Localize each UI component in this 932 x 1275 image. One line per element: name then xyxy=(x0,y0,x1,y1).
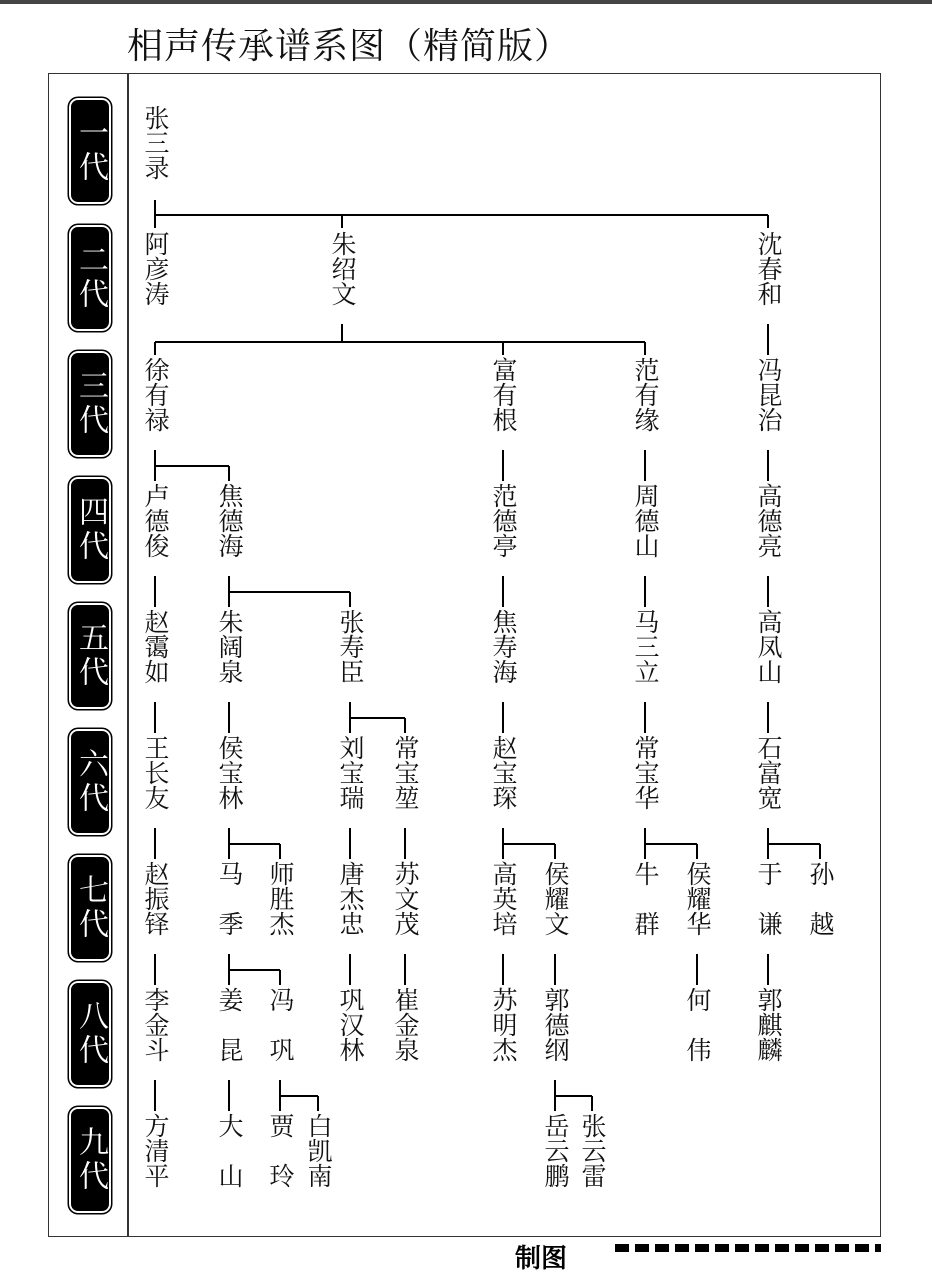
person-chang-baokun: 常宝堃 xyxy=(391,735,420,810)
person-zhang-sanlu: 张三录 xyxy=(141,105,170,180)
person-gao-fengshan: 高凤山 xyxy=(754,609,783,684)
person-feng-gong: 冯 巩 xyxy=(266,987,295,1062)
person-yu-qian: 于 谦 xyxy=(754,861,783,936)
person-hou-baolin: 侯宝林 xyxy=(215,735,244,810)
person-da-shan: 大 山 xyxy=(215,1113,244,1188)
generation-badge-8: 八代 xyxy=(69,981,111,1087)
person-sun-yue: 孙 越 xyxy=(806,861,835,936)
generation-badge-9: 九代 xyxy=(69,1107,111,1213)
generation-badge-5: 五代 xyxy=(69,603,111,709)
person-chang-baohua: 常宝华 xyxy=(631,735,660,810)
person-zhao-zhenduo: 赵振铎 xyxy=(141,861,170,936)
person-gong-hanlin: 巩汉林 xyxy=(336,987,365,1062)
person-shi-fukuan: 石富宽 xyxy=(754,735,783,810)
person-lu-dejun: 卢德俊 xyxy=(141,483,170,558)
person-guo-degang: 郭德纲 xyxy=(541,987,570,1062)
person-zhao-baochen: 赵宝琛 xyxy=(489,735,518,810)
person-he-wei: 何 伟 xyxy=(683,987,712,1062)
person-jiao-dehai: 焦德海 xyxy=(215,483,244,558)
generation-badge-1: 一代 xyxy=(69,98,111,204)
person-su-mingjie: 苏明杰 xyxy=(489,987,518,1062)
generation-badge-4: 四代 xyxy=(69,477,111,583)
person-gao-yingpei: 高英培 xyxy=(489,861,518,936)
person-zhao-aoru: 赵霭如 xyxy=(141,609,170,684)
person-liu-baorui: 刘宝瑞 xyxy=(336,735,365,810)
page-title: 相声传承谱系图（精简版） xyxy=(127,26,572,67)
person-zhou-deshan: 周德山 xyxy=(631,483,660,558)
footer-credit: 制图 xyxy=(515,1244,568,1274)
generation-badge-3: 三代 xyxy=(69,351,111,457)
person-tang-jiezhong: 唐杰忠 xyxy=(336,861,365,936)
person-zhu-shaowen: 朱绍文 xyxy=(328,231,357,306)
person-bai-kainan: 白凯南 xyxy=(304,1113,333,1188)
person-shi-shengjie: 师胜杰 xyxy=(266,861,295,936)
footer-credit-cut-off xyxy=(615,1244,881,1252)
person-zhang-yunlei: 张云雷 xyxy=(578,1113,607,1188)
person-shen-chunhe: 沈春和 xyxy=(754,231,783,306)
person-guo-qilin: 郭麒麟 xyxy=(754,987,783,1062)
person-fang-qingping: 方清平 xyxy=(141,1113,170,1188)
person-fan-youyuan: 范有缘 xyxy=(631,357,660,432)
person-hou-yaohua: 侯耀华 xyxy=(683,861,712,936)
person-jia-ling: 贾 玲 xyxy=(266,1113,295,1188)
person-hou-yaowen: 侯耀文 xyxy=(541,861,570,936)
person-a-yantao: 阿彦涛 xyxy=(141,231,170,306)
person-fu-yougen: 富有根 xyxy=(489,357,518,432)
person-jiang-kun: 姜 昆 xyxy=(215,987,244,1062)
person-feng-kunzhi: 冯昆治 xyxy=(754,357,783,432)
person-ma-ji: 马 季 xyxy=(215,861,244,936)
person-niu-qun: 牛 群 xyxy=(631,861,660,936)
generation-badge-2: 二代 xyxy=(69,225,111,331)
person-fan-deting: 范德亭 xyxy=(489,483,518,558)
person-wang-changyou: 王长友 xyxy=(141,735,170,810)
person-su-wenmao: 苏文茂 xyxy=(391,861,420,936)
person-gao-deliang: 高德亮 xyxy=(754,483,783,558)
person-yue-yunpeng: 岳云鹏 xyxy=(541,1113,570,1188)
person-cui-jinquan: 崔金泉 xyxy=(391,987,420,1062)
generation-badge-7: 七代 xyxy=(69,855,111,961)
person-zhang-shouchen: 张寿臣 xyxy=(336,609,365,684)
person-jiao-shouhai: 焦寿海 xyxy=(489,609,518,684)
person-zhu-kuoquan: 朱阔泉 xyxy=(215,609,244,684)
person-ma-sanli: 马三立 xyxy=(631,609,660,684)
generation-badge-6: 六代 xyxy=(69,729,111,835)
person-xu-youlu: 徐有禄 xyxy=(141,357,170,432)
person-li-jindou: 李金斗 xyxy=(141,987,170,1062)
